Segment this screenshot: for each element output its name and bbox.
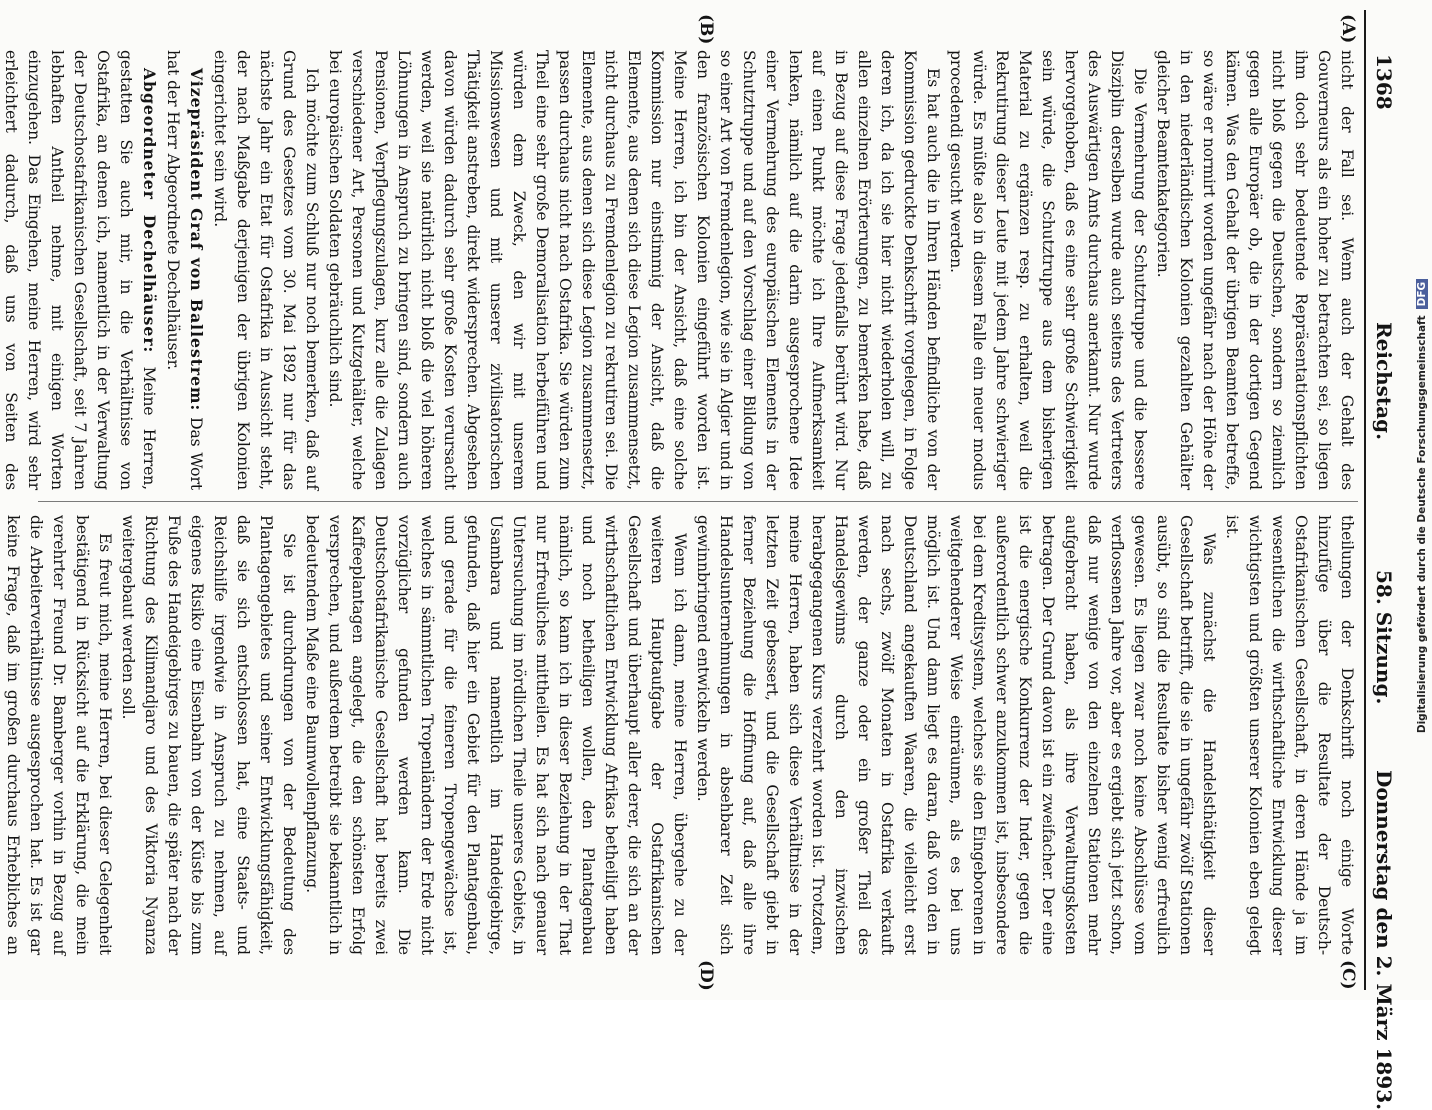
- margin-label-a: (A): [1338, 14, 1358, 44]
- paragraph: Sie ist durchdrungen von der Bedeutung des Plantagengebietes und seiner Entwicklungsfähigkeit, daß sie sich entschlossen hat, eine Staats- und Reichshilfe irgendwie in Anspruch zu nehmen, auf eigenes Risiko eine Eisenbahn von der Küste bis zum Fuße des Handeigebirges zu bauen, die später nach der Richtung des Kilimandjaro und des Viktoria Nyanza weitergebaut werden soll.: [119, 515, 298, 955]
- speaker-name: Vizepräsident Graf von Ballestrem:: [187, 68, 206, 412]
- session-date: Donnerstag den 2. März 1893.: [1372, 770, 1396, 1110]
- running-title: Reichstag.: [1372, 322, 1396, 441]
- speaker-paragraph: [0, 50, 161, 490]
- paragraph: Es freut mich, meine Herren, bei dieser Gelegenheit bestätigend in Rücksicht auf die Erklärung, die mein verehrter Freund Dr. Bamberger vorhin in Bezug auf die Arbeiterverhältnisse ausgesprochen hat. Es ist gar keine Frage, daß im großen durchaus Erhebliches an: [4, 515, 114, 955]
- speech-text: Meine Herren, gestatten Sie auch mir, in die Verhältnisse von Ostafrika, an denen ich, namentlich in der Verwaltung der Deutschostafrikanischen Gesellschaft, seit 7 Jahren lebhaften Antheil nehme, mit einigen Worten einzugehen. Das Eingehen, meine Herren, wird sehr erleichtert dadurch, daß uns von Seiten des: [2, 50, 158, 491]
- page-number: 1368: [1372, 54, 1396, 110]
- column-divider: [38, 501, 1358, 502]
- margin-label-d: (D): [696, 960, 716, 991]
- paragraph: Ich möchte zum Schluß nur noch bemerken, daß auf Grund des Gesetzes vom 30. Mai 1892 nur für das nächste Jahr ein Etat für Ostafrika in Aussicht steht, der nach Maßgabe derjenigen der übrigen Kolonien eingerichtet sein wird.: [211, 50, 321, 490]
- paragraph: theilungen der Denkschrift noch einige Worte hinzufüge über die Resultate der Deutsch-Ostafrikanischen Gesellschaft, in deren Hände ja im wesentlichen die wirthschaftliche Entwicklung dieser wichtigsten und größten unserer Kolonien eben gelegt ist.: [1223, 515, 1356, 955]
- paragraph: Es hat auch die in Ihren Händen befindliche von der Kommission gedruckte Denkschrift vorgelegen, in Folge deren ich, da ich sie hier nicht wiederholen will, zu allen einzelnen Erörterungen, zu bemerken habe, daß in Bezug auf diese Frage jedenfalls berührt wird. Nur auf einen Punkt möchte ich Ihre Aufmerksamkeit lenken, nämlich auf die darin ausgesprochene Idee einer Vermehrung des europäischen Elements in der Schutztruppe und auf den Vorschlag einer Bildung von so einer Art von Fremdenlegion, wie sie in Algier und in den französischen Kolonien eingeführt worden ist. Meine Herren, ich bin der Ansicht, daß eine solche Kommission nur einstimmig der Ansicht, daß die Elemente, aus denen sich diese Legion zusammensetzt, nicht durchaus zu Fremdenlegion zu rekrutiren sei. Die Elemente, aus denen sich diese Legion zusammensetzt, passen durchaus nicht nach Ostafrika. Sie würden zum Theil eine sehr große Demoralisation herbeiführen und würden dem Zweck, den wir mit unserem Missionswesen und mit unserer zivilisatorischen Thätigkeit anstreben, direkt widersprechen. Abgesehen davon würden dadurch sehr große Kosten verursacht werden, weil sie natürlich nicht bloß die viel höheren Löhnungen in Anspruch zu bringen sind, sondern auch Pensionen, Verpflegungszulagen, kurz alle die Zulagen verschiedener Art, Personen und Kutzgehälter, welche bei europäischen Soldaten gebräuchlich sind.: [326, 50, 942, 490]
- page-header: [1364, 10, 1402, 1110]
- left-column: [2, 50, 1358, 491]
- speaker-name: Abgeordneter Dechelhäuser:: [140, 68, 159, 354]
- document-page: [2, 10, 1406, 1110]
- speaker-paragraph: [161, 50, 208, 490]
- digitization-note: Digitalisierung gefördert durch die Deutsche Forschungsgemeinschaft: [1416, 315, 1428, 734]
- paragraph: Was zunächst die Handelsthätigkeit dieser Gesellschaft betrifft, die sie in ungefähr zwölf Stationen ausübt, so sind die Resultate bisher wenig erfreulich gewesen. Es liegen zwar noch keine Abschlüsse vom verflossenen Jahre vor, aber es ergiebt sich jetzt schon, daß nur wenige von den einzelnen Stationen mehr aufgebracht haben, als ihre Verwaltungskosten betragen. Der Grund davon ist ein zweifacher. Der eine ist die energische Konkurrenz der Inder, gegen die außerordentlich schwer anzukommen ist, insbesondere bei dem Kreditsystem, welches sie den Eingeborenen in weitgehenderer Weise einräumen, als es bei uns möglich ist. Und dann liegt es daran, daß von den in Deutschland angekauften Waaren, die vielleicht erst nach sechs, zwölf Monaten in Ostafrika verkauft werden, der ganze oder ein großer Theil des Handelsgewinns durch den inzwischen herabgegangenen Kurs verzehrt worden ist. Trotzdem, meine Herren, haben sich diese Verhältnisse in der letzten Zeit gebessert, und die Gesellschaft giebt in ferner Beziehung die Hoffnung auf, daß alle ihre Handelsunternehmungen in absehbarer Zeit sich gewinnbringend entwickeln werden.: [694, 515, 1218, 955]
- right-column: [4, 515, 1358, 955]
- margin-label-c: (C): [1338, 960, 1358, 990]
- speech-text: Das Wort hat der Herr Abgeordnete Dechelhäuser.: [164, 50, 205, 490]
- paragraph: Die Vermehrung der Schutztruppe und die bessere Disziplin derselben wurde auch seitens des Vertreters des Auswärtigen Amts durchaus anerkannt. Nur wurde hervorgehoben, daß es eine sehr große Schwierigkeit sein würde, die Schutztruppe aus dem bisherigen Material zu ergänzen resp. zu erhalten, weil die Rekrutirung dieser Leute mit jedem Jahre schwieriger würde. Es müßte also in diesem Falle ein neuer modus procedendi gesucht werden.: [947, 50, 1149, 490]
- session-label: 58. Sitzung.: [1372, 570, 1396, 705]
- digitization-watermark: [1414, 20, 1430, 980]
- margin-label-b: (B): [696, 14, 716, 45]
- paragraph: Wenn ich dann, meine Herren, übergehe zu der weiteren Hauptaufgabe der Ostafrikanischen Gesellschaft und überhaupt aller derer, die sich an der wirthschaftlichen Entwicklung Afrikas betheiligt haben und noch betheiligen wollen, den Plantagenbau nämlich, so kann ich in dieser Beziehung in der That nur Erfreuliches mittheilen. Es hat sich nach genauer Untersuchung im nördlichen Theile unseres Gebiets, in Usambara und namentlich im Handeigebirge, gefunden, daß hier ein Gebiet für den Plantagenbau, und gerade für die feineren Tropengewächse ist, welches in sämmtlichen Tropenländern der Erde nicht vorzüglicher gefunden werden kann. Die Deutschostafrikanische Gesellschaft hat bereits zwei Kaffeeplantagen angelegt, die den schönsten Erfolg versprechen, und außerdem betreibt sie bekanntlich in bedeutendem Maße eine Baumwollenpflanzung.: [303, 515, 689, 955]
- dfg-logo: DFG: [1416, 279, 1428, 310]
- paragraph: nicht der Fall sei. Wenn auch der Gehalt des Gouverneurs als ein hoher zu betrachten sei, so liegen ihm doch sehr bedeutende Repräsentationspflichten nicht bloß gegen die Deutschen, sondern so ziemlich gegen alle Europäer ob, die in der dortigen Gegend kämen. Was den Gehalt der übrigen Beamten betreffe, so wäre er normirt worden ungefähr nach der Höhe der in den niederländischen Kolonien gezahlten Gehälter gleicher Beamtenkategorien.: [1154, 50, 1356, 490]
